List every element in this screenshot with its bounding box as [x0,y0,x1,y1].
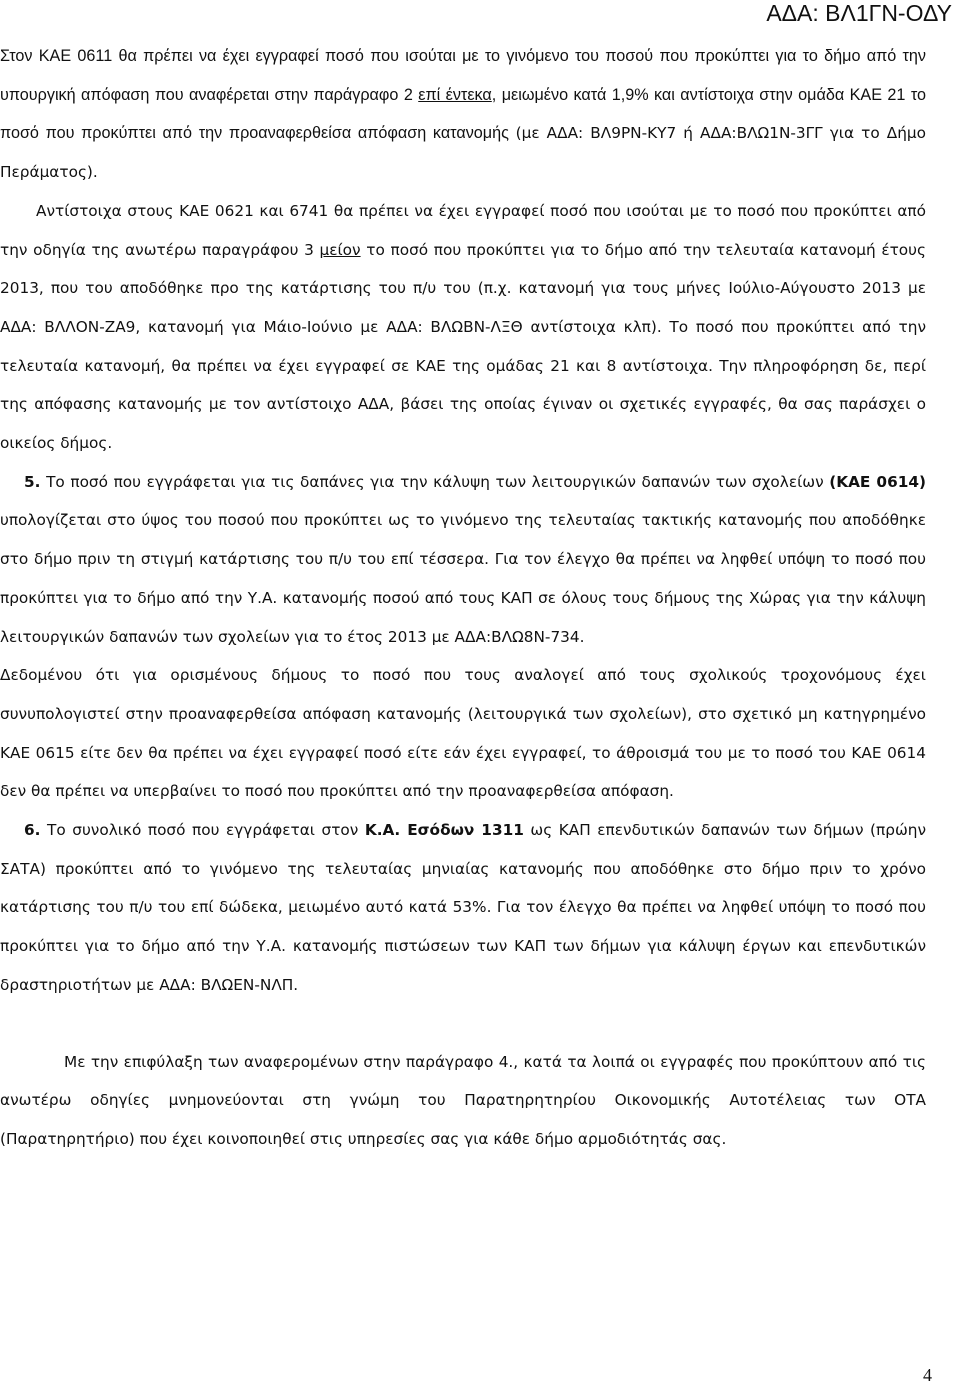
paragraph-5-kae-0614 [0,463,926,657]
paragraph-kae-0611 [0,37,926,192]
paragraph-kae-0621-6741 [0,192,926,463]
underlined-text: επί έντεκα [418,85,492,104]
paragraph-6-ka-1311 [0,811,926,1005]
section-number: 6. [24,821,41,840]
text-segment: υπολογίζεται στο ύψος του ποσού που προκύπτει ως το γινόμενο της τελευταίας τακτικής κατανομής που αποδόθηκε στο δήμο πριν τη στιγμή κατάρτισης του π/υ του επί τέσσερα. Για τον έλεγχο θα πρέπει να ληφθεί υπόψη το ποσό που προκύπτει για το δήμο από την Υ.Α. κατανομής ποσού από τους ΚΑΠ σε όλους τους δήμους της Χώρας για την κάλυψη λειτουργικών δαπανών των σχολείων για το έτος 2013 με ΑΔΑ:ΒΛΩ8Ν-734. [0,511,926,646]
bold-text: (ΚΑΕ 0614) [829,472,926,491]
text-segment: Στον ΚΑΕ 0611 θα πρέπει να έχει εγγραφεί ποσό που ισούται με το γινόμενο του ποσού που προκύπτει για το δήμο από την υπουργική απόφαση που αναφέρεται στην παράγραφο 2 [0,47,926,104]
page-number: 4 [923,1365,932,1385]
ada-code-header: ΑΔΑ: ΒΛ1ΓΝ-ΟΔΥ [766,0,952,26]
text-segment: Το ποσό που εγγράφεται για τις δαπάνες για την κάλυψη των λειτουργικών δαπανών των σχολείων [40,472,830,491]
text-segment: ως ΚΑΠ επενδυτικών δαπανών των δήμων (πρώην ΣΑΤΑ) προκύπτει από το γινόμενο της τελευταίας μηνιαίας κατανομής που αποδόθηκε στο δήμο πριν το χρόνο κατάρτισης του π/υ του επί δώδεκα, μειωμένο αυτό κατά 53%. Για τον έλεγχο θα πρέπει να ληφθεί υπόψη το ποσό που προκύπτει για το δήμο από την Υ.Α. κατανομής πιστώσεων των ΚΑΠ των δήμων για κάλυψη έργων και επενδυτικών δραστηριοτήτων με ΑΔΑ: ΒΛΩΕΝ-ΝΛΠ. [0,821,926,994]
text-segment: , μειωμένο κατά 1,9% και αντίστοιχα στην ομάδα ΚΑΕ 21 το ποσό που προκύπτει από την προαναφερθείσα απόφαση κατανομής [0,85,927,143]
text-segment: Αντίστοιχα στους ΚΑΕ 0621 και 6741 θα πρέπει να έχει εγγραφεί ποσό που ισούται με το ποσό που προκύπτει από την οδηγία της ανωτέρω παραγράφου 3 [0,201,926,259]
underlined-text: μείον [319,240,361,259]
section-number: 5. [24,472,41,491]
paragraph-closing: Με την επιφύλαξη των αναφερομένων στην παράγραφο 4., κατά τα λοιπά οι εγγραφές που προκύπτουν από τις ανωτέρω οδηγίες μνημονεύονται στη γνώμη του Παρατηρητηρίου Οικονομικής Αυτοτέλειας των ΟΤΑ (Παρατηρητήριο) που έχει κοινοποιηθεί στις υπηρεσίες σας για κάθε δήμο αρμοδιότητάς σας. [0,1052,926,1148]
text-segment: (με ΑΔΑ: ΒΛ9ΡΝ-ΚΥ7 ή ΑΔΑ:ΒΛΩ1Ν-3ΓΓ για το Δήμο Περάματος). [0,124,926,182]
text-segment: Το συνολικό ποσό που εγγράφεται στον [40,821,365,840]
paragraph-school-traffic: Δεδομένου ότι για ορισμένους δήμους το ποσό που τους αναλογεί από τους σχολικούς τροχονόμους έχει συνυπολογιστεί στην προαναφερθείσα απόφαση κατανομής (λειτουργικά των σχολείων), στο σχετικό μη κατηγρημένο ΚΑΕ 0615 είτε δεν θα πρέπει να έχει εγγραφεί ποσό είτε εάν έχει εγγραφεί, το άθροισμά του με το ποσό του ΚΑΕ 0614 δεν θα πρέπει να υπερβαίνει το ποσό που προκύπτει από την προαναφερθείσα απόφαση. [0,666,926,801]
document-body [0,37,926,1159]
text-segment: το ποσό που προκύπτει για το δήμο από την τελευταία κατανομή έτους 2013, που του αποδόθηκε προ της κατάρτισης του π/υ του (π.χ. κατανομή για τους μήνες Ιούλιο-Αύγουστο 2013 με ΑΔΑ: ΒΛΛΟΝ-ΖΑ9, κατανομή για Μάιο-Ιούνιο με ΑΔΑ: ΒΛΩΒΝ-ΛΞΘ αντίστοιχα κλπ). Το ποσό που προκύπτει από την τελευταία κατανομή, θα πρέπει να έχει εγγραφεί σε ΚΑΕ της ομάδας 21 και 8 αντίστοιχα. Την πληροφόρηση δε, περί της απόφασης κατανομής με τον αντίστοιχο ΑΔΑ, βάσει της οποίας έγιναν οι σχετικές εγγραφές, θα σας παράσχει ο οικείος δήμος. [0,240,926,453]
bold-text: Κ.Α. Εσόδων 1311 [364,821,524,840]
